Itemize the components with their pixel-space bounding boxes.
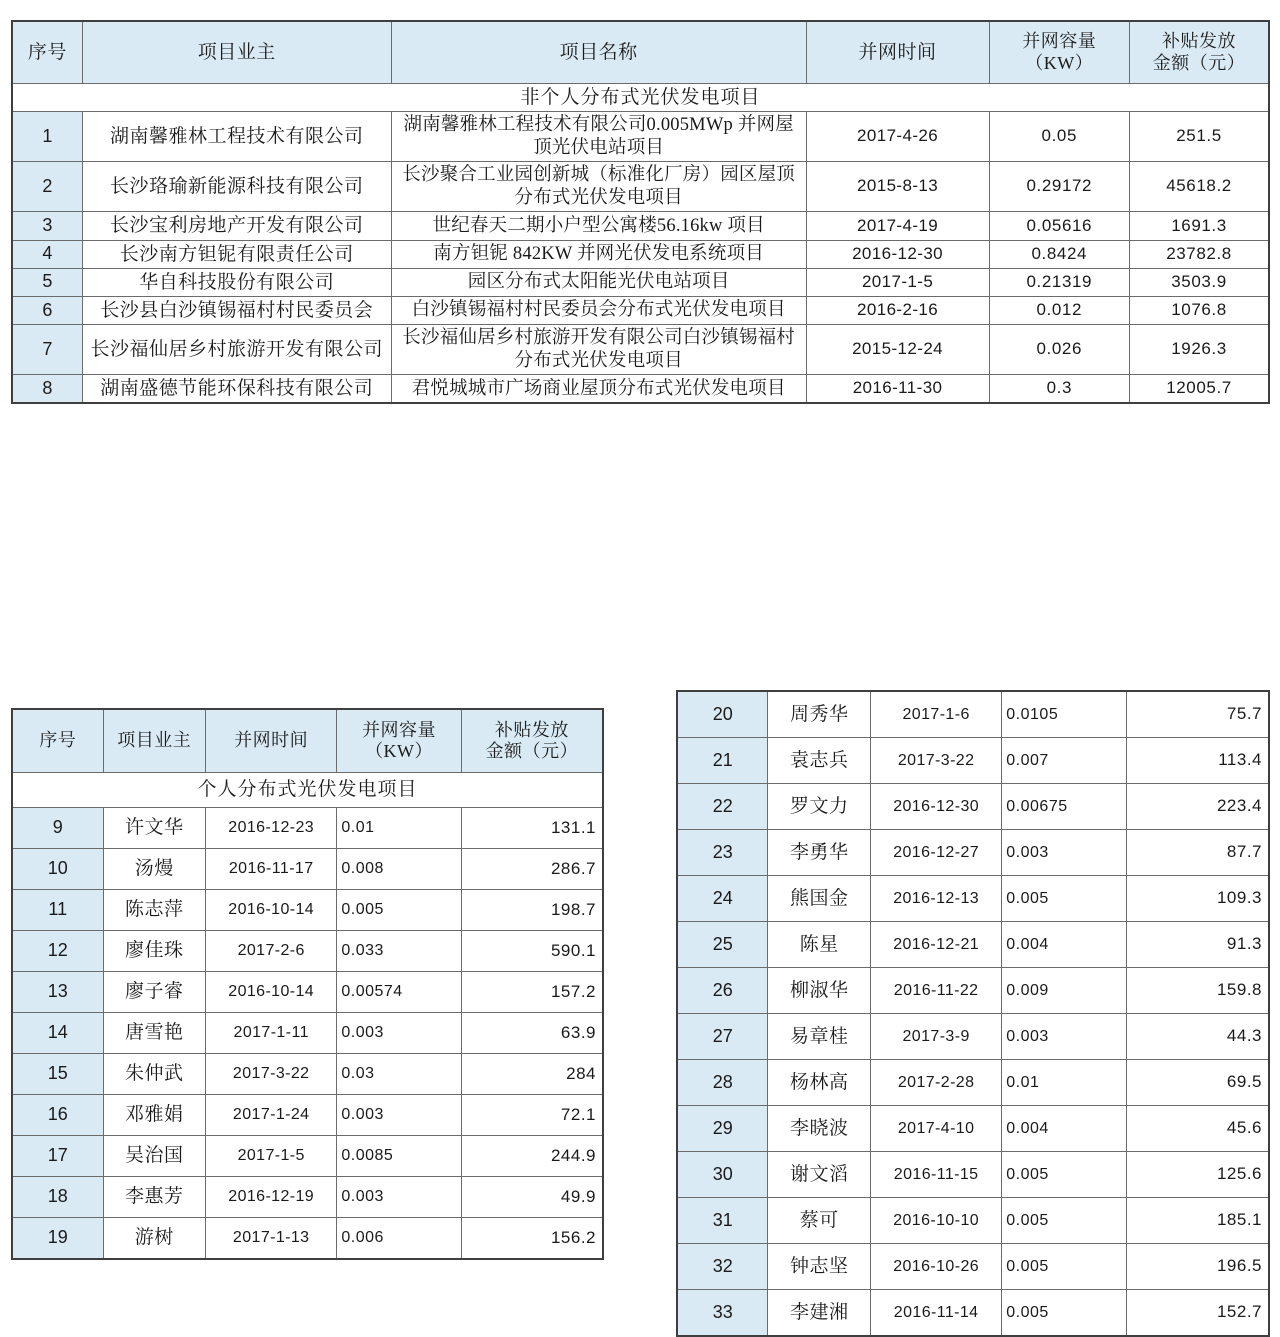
cell-capacity: 0.026 [989, 325, 1130, 375]
cell-capacity: 0.007 [1002, 738, 1126, 784]
cell-subsidy: 1926.3 [1130, 325, 1269, 375]
cell-capacity: 0.008 [337, 849, 461, 890]
table-row [12, 240, 1269, 268]
cell-index: 11 [12, 890, 103, 931]
cell-index: 28 [677, 1060, 768, 1106]
header-capacity-line1: 并网容量 [362, 719, 437, 740]
cell-subsidy: 45.6 [1126, 1106, 1269, 1152]
cell-project-name: 白沙镇锡福村村民委员会分布式光伏发电项目 [391, 296, 806, 324]
cell-subsidy: 131.1 [461, 808, 603, 849]
cell-owner: 朱仲武 [103, 1054, 206, 1095]
cell-owner: 易章桂 [768, 1014, 871, 1060]
cell-owner: 长沙宝利房地产开发有限公司 [82, 212, 391, 240]
table-row [677, 1014, 1269, 1060]
table-row [12, 1095, 603, 1136]
cell-index: 21 [677, 738, 768, 784]
cell-index: 23 [677, 830, 768, 876]
cell-capacity: 0.004 [1002, 1106, 1126, 1152]
table-row [677, 1060, 1269, 1106]
section-label-non-individual: 非个人分布式光伏发电项目 [12, 84, 1269, 112]
cell-subsidy: 198.7 [461, 890, 603, 931]
cell-index: 7 [12, 325, 82, 375]
cell-owner: 廖佳珠 [103, 931, 206, 972]
cell-grid-date: 2016-12-30 [806, 240, 989, 268]
cell-owner: 长沙县白沙镇锡福村村民委员会 [82, 296, 391, 324]
cell-owner: 谢文滔 [768, 1152, 871, 1198]
cell-capacity: 0.006 [337, 1218, 461, 1260]
cell-grid-date: 2016-10-10 [870, 1198, 1001, 1244]
cell-capacity: 0.8424 [989, 240, 1130, 268]
cell-grid-date: 2016-11-14 [870, 1290, 1001, 1337]
header-subsidy-line1: 补贴发放 [494, 719, 569, 740]
cell-grid-date: 2017-4-10 [870, 1106, 1001, 1152]
cell-owner: 许文华 [103, 808, 206, 849]
cell-capacity: 0.003 [337, 1013, 461, 1054]
cell-subsidy: 23782.8 [1130, 240, 1269, 268]
table-row [677, 1106, 1269, 1152]
cell-index: 33 [677, 1290, 768, 1337]
cell-index: 17 [12, 1136, 103, 1177]
cell-index: 29 [677, 1106, 768, 1152]
cell-index: 3 [12, 212, 82, 240]
cell-owner: 蔡可 [768, 1198, 871, 1244]
cell-grid-date: 2017-3-22 [870, 738, 1001, 784]
cell-capacity: 0.003 [337, 1177, 461, 1218]
cell-grid-date: 2017-1-5 [206, 1136, 337, 1177]
cell-owner: 吴治国 [103, 1136, 206, 1177]
cell-owner: 罗文力 [768, 784, 871, 830]
cell-index: 16 [12, 1095, 103, 1136]
cell-grid-date: 2016-12-21 [870, 922, 1001, 968]
cell-subsidy: 87.7 [1126, 830, 1269, 876]
cell-subsidy: 45618.2 [1130, 162, 1269, 212]
cell-index: 8 [12, 375, 82, 404]
cell-index: 13 [12, 972, 103, 1013]
cell-index: 30 [677, 1152, 768, 1198]
header-index: 序号 [12, 709, 103, 773]
cell-capacity: 0.01 [337, 808, 461, 849]
table-row [12, 1177, 603, 1218]
cell-capacity: 0.005 [1002, 1198, 1126, 1244]
header-capacity-line1: 并网容量 [1022, 31, 1097, 52]
table-row [12, 849, 603, 890]
section-header-row [12, 773, 603, 808]
table-row [12, 296, 1269, 324]
cell-capacity: 0.003 [1002, 1014, 1126, 1060]
table-row [12, 890, 603, 931]
cell-owner: 汤熳 [103, 849, 206, 890]
cell-subsidy: 1691.3 [1130, 212, 1269, 240]
cell-grid-date: 2017-1-6 [870, 691, 1001, 738]
cell-index: 4 [12, 240, 82, 268]
cell-grid-date: 2016-11-30 [806, 375, 989, 404]
cell-subsidy: 1076.8 [1130, 296, 1269, 324]
cell-subsidy: 49.9 [461, 1177, 603, 1218]
table-header-row [12, 21, 1269, 84]
cell-grid-date: 2017-3-9 [870, 1014, 1001, 1060]
header-capacity [989, 21, 1130, 84]
cell-subsidy: 3503.9 [1130, 268, 1269, 296]
cell-subsidy: 75.7 [1126, 691, 1269, 738]
cell-grid-date: 2016-11-15 [870, 1152, 1001, 1198]
cell-index: 31 [677, 1198, 768, 1244]
cell-subsidy: 284 [461, 1054, 603, 1095]
cell-subsidy: 185.1 [1126, 1198, 1269, 1244]
cell-owner: 陈星 [768, 922, 871, 968]
cell-owner: 长沙珞瑜新能源科技有限公司 [82, 162, 391, 212]
cell-index: 10 [12, 849, 103, 890]
cell-grid-date: 2016-12-13 [870, 876, 1001, 922]
cell-owner: 廖子睿 [103, 972, 206, 1013]
cell-owner: 陈志萍 [103, 890, 206, 931]
cell-grid-date: 2017-2-6 [206, 931, 337, 972]
cell-owner: 柳淑华 [768, 968, 871, 1014]
cell-capacity: 0.3 [989, 375, 1130, 404]
cell-index: 25 [677, 922, 768, 968]
cell-owner: 李惠芳 [103, 1177, 206, 1218]
cell-capacity: 0.29172 [989, 162, 1130, 212]
cell-grid-date: 2016-12-27 [870, 830, 1001, 876]
header-subsidy-line2: 金额（元） [1152, 52, 1246, 73]
table-row [12, 268, 1269, 296]
table-row [677, 876, 1269, 922]
cell-grid-date: 2015-8-13 [806, 162, 989, 212]
cell-subsidy: 125.6 [1126, 1152, 1269, 1198]
cell-subsidy: 44.3 [1126, 1014, 1269, 1060]
table-row [677, 784, 1269, 830]
header-subsidy [461, 709, 603, 773]
cell-owner: 李勇华 [768, 830, 871, 876]
cell-capacity: 0.005 [1002, 1290, 1126, 1337]
table-row [12, 375, 1269, 404]
cell-capacity: 0.005 [337, 890, 461, 931]
cell-subsidy: 91.3 [1126, 922, 1269, 968]
cell-owner: 湖南馨雅林工程技术有限公司 [82, 112, 391, 162]
cell-index: 9 [12, 808, 103, 849]
cell-grid-date: 2017-1-11 [206, 1013, 337, 1054]
table-header-row [12, 709, 603, 773]
table-row [677, 830, 1269, 876]
cell-grid-date: 2016-12-19 [206, 1177, 337, 1218]
table-row [12, 212, 1269, 240]
cell-project-name: 南方钽铌 842KW 并网光伏发电系统项目 [391, 240, 806, 268]
cell-index: 19 [12, 1218, 103, 1260]
cell-grid-date: 2016-12-23 [206, 808, 337, 849]
cell-project-name: 世纪春天二期小户型公寓楼56.16kw 项目 [391, 212, 806, 240]
cell-grid-date: 2017-1-24 [206, 1095, 337, 1136]
section-label-individual: 个人分布式光伏发电项目 [12, 773, 603, 808]
cell-capacity: 0.003 [337, 1095, 461, 1136]
cell-owner: 邓雅娟 [103, 1095, 206, 1136]
cell-capacity: 0.003 [1002, 830, 1126, 876]
cell-owner: 袁志兵 [768, 738, 871, 784]
table-row [677, 1152, 1269, 1198]
cell-grid-date: 2016-12-30 [870, 784, 1001, 830]
header-subsidy-line2: 金额（元） [485, 741, 579, 761]
cell-index: 18 [12, 1177, 103, 1218]
table-row [12, 1136, 603, 1177]
table-row [677, 1290, 1269, 1337]
cell-index: 20 [677, 691, 768, 738]
cell-capacity: 0.012 [989, 296, 1130, 324]
cell-owner: 长沙福仙居乡村旅游开发有限公司 [82, 325, 391, 375]
cell-capacity: 0.03 [337, 1054, 461, 1095]
cell-index: 12 [12, 931, 103, 972]
cell-index: 6 [12, 296, 82, 324]
cell-subsidy: 159.8 [1126, 968, 1269, 1014]
table-row [12, 1054, 603, 1095]
cell-index: 2 [12, 162, 82, 212]
cell-subsidy: 196.5 [1126, 1244, 1269, 1290]
cell-index: 32 [677, 1244, 768, 1290]
table-row [12, 1013, 603, 1054]
cell-capacity: 0.0105 [1002, 691, 1126, 738]
header-owner: 项目业主 [82, 21, 391, 84]
cell-owner: 湖南盛德节能环保科技有限公司 [82, 375, 391, 404]
cell-owner: 李晓波 [768, 1106, 871, 1152]
cell-grid-date: 2017-1-5 [806, 268, 989, 296]
cell-index: 1 [12, 112, 82, 162]
cell-capacity: 0.004 [1002, 922, 1126, 968]
cell-subsidy: 152.7 [1126, 1290, 1269, 1337]
table-row [677, 922, 1269, 968]
cell-project-name: 君悦城城市广场商业屋顶分布式光伏发电项目 [391, 375, 806, 404]
header-subsidy-line1: 补贴发放 [1162, 31, 1237, 52]
header-index: 序号 [12, 21, 82, 84]
cell-grid-date: 2017-1-13 [206, 1218, 337, 1260]
cell-subsidy: 156.2 [461, 1218, 603, 1260]
cell-capacity: 0.05616 [989, 212, 1130, 240]
cell-grid-date: 2017-4-19 [806, 212, 989, 240]
table-row [12, 931, 603, 972]
cell-index: 14 [12, 1013, 103, 1054]
cell-index: 15 [12, 1054, 103, 1095]
cell-grid-date: 2015-12-24 [806, 325, 989, 375]
header-owner: 项目业主 [103, 709, 206, 773]
table-row [12, 112, 1269, 162]
cell-grid-date: 2016-11-22 [870, 968, 1001, 1014]
cell-grid-date: 2016-11-17 [206, 849, 337, 890]
cell-subsidy: 72.1 [461, 1095, 603, 1136]
header-grid-date: 并网时间 [206, 709, 337, 773]
table-row [12, 972, 603, 1013]
cell-subsidy: 12005.7 [1130, 375, 1269, 404]
table-row [12, 1218, 603, 1260]
cell-capacity: 0.00675 [1002, 784, 1126, 830]
cell-owner: 周秀华 [768, 691, 871, 738]
cell-owner: 长沙南方钽铌有限责任公司 [82, 240, 391, 268]
header-capacity-line2: （KW） [1025, 52, 1094, 73]
header-capacity [337, 709, 461, 773]
cell-subsidy: 251.5 [1130, 112, 1269, 162]
cell-subsidy: 113.4 [1126, 738, 1269, 784]
cell-subsidy: 286.7 [461, 849, 603, 890]
table-row [12, 808, 603, 849]
cell-owner: 杨林高 [768, 1060, 871, 1106]
cell-index: 27 [677, 1014, 768, 1060]
cell-subsidy: 223.4 [1126, 784, 1269, 830]
cell-owner: 华自科技股份有限公司 [82, 268, 391, 296]
table-row [677, 738, 1269, 784]
individual-projects-table-right [676, 690, 1270, 1337]
cell-owner: 钟志坚 [768, 1244, 871, 1290]
cell-subsidy: 244.9 [461, 1136, 603, 1177]
header-grid-date: 并网时间 [806, 21, 989, 84]
cell-project-name: 长沙聚合工业园创新城（标准化厂房）园区屋顶分布式光伏发电项目 [391, 162, 806, 212]
cell-project-name: 园区分布式太阳能光伏电站项目 [391, 268, 806, 296]
cell-grid-date: 2017-2-28 [870, 1060, 1001, 1106]
cell-subsidy: 63.9 [461, 1013, 603, 1054]
cell-index: 22 [677, 784, 768, 830]
cell-grid-date: 2017-3-22 [206, 1054, 337, 1095]
header-capacity-line2: （KW） [365, 741, 434, 761]
cell-grid-date: 2016-10-26 [870, 1244, 1001, 1290]
cell-owner: 唐雪艳 [103, 1013, 206, 1054]
cell-capacity: 0.00574 [337, 972, 461, 1013]
table-row [677, 1198, 1269, 1244]
cell-grid-date: 2016-10-14 [206, 890, 337, 931]
cell-index: 5 [12, 268, 82, 296]
cell-project-name: 湖南馨雅林工程技术有限公司0.005MWp 并网屋顶光伏电站项目 [391, 112, 806, 162]
section-header-row [12, 84, 1269, 112]
cell-capacity: 0.0085 [337, 1136, 461, 1177]
cell-owner: 李建湘 [768, 1290, 871, 1337]
cell-subsidy: 69.5 [1126, 1060, 1269, 1106]
table-row [12, 162, 1269, 212]
non-individual-projects-table [11, 20, 1270, 404]
cell-capacity: 0.033 [337, 931, 461, 972]
cell-capacity: 0.009 [1002, 968, 1126, 1014]
header-project-name: 项目名称 [391, 21, 806, 84]
cell-grid-date: 2016-2-16 [806, 296, 989, 324]
cell-owner: 熊国金 [768, 876, 871, 922]
cell-capacity: 0.05 [989, 112, 1130, 162]
cell-capacity: 0.01 [1002, 1060, 1126, 1106]
individual-projects-table-left [11, 708, 604, 1260]
table-row [677, 691, 1269, 738]
table-row [677, 968, 1269, 1014]
cell-subsidy: 590.1 [461, 931, 603, 972]
cell-subsidy: 157.2 [461, 972, 603, 1013]
header-subsidy [1130, 21, 1269, 84]
cell-capacity: 0.005 [1002, 876, 1126, 922]
cell-capacity: 0.005 [1002, 1244, 1126, 1290]
cell-project-name: 长沙福仙居乡村旅游开发有限公司白沙镇锡福村分布式光伏发电项目 [391, 325, 806, 375]
cell-capacity: 0.005 [1002, 1152, 1126, 1198]
cell-index: 26 [677, 968, 768, 1014]
table-row [677, 1244, 1269, 1290]
cell-grid-date: 2016-10-14 [206, 972, 337, 1013]
cell-subsidy: 109.3 [1126, 876, 1269, 922]
cell-index: 24 [677, 876, 768, 922]
cell-owner: 游树 [103, 1218, 206, 1260]
table-row [12, 325, 1269, 375]
cell-grid-date: 2017-4-26 [806, 112, 989, 162]
cell-capacity: 0.21319 [989, 268, 1130, 296]
